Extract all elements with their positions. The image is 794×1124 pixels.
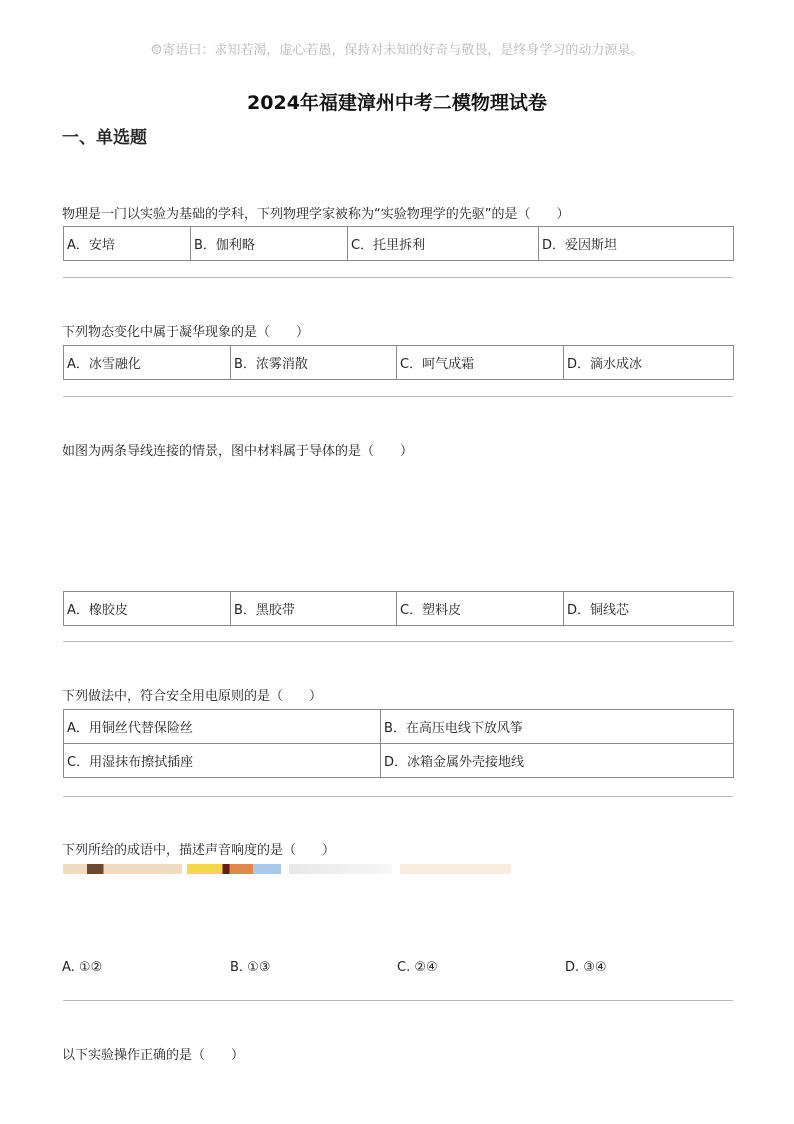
option-b[interactable]: B．黑胶带 [231,592,397,626]
option-c[interactable]: C. ②④ [397,960,438,975]
option-c[interactable]: C．塑料皮 [397,592,564,626]
option-a[interactable]: A．安培 [64,227,191,261]
idiom-image-4 [400,864,511,874]
option-b[interactable]: B．伽利略 [191,227,348,261]
option-a[interactable]: A．冰雪融化 [64,346,231,380]
option-d[interactable]: D．滴水成冰 [564,346,734,380]
option-a[interactable]: A．橡胶皮 [64,592,231,626]
option-a[interactable]: A．用铜丝代替保险丝 [64,710,381,744]
section-heading: 一、单选题 [62,128,147,148]
option-d[interactable]: D．冰箱金属外壳接地线 [381,744,734,778]
divider [63,641,733,642]
option-b[interactable]: B. ①③ [230,960,271,975]
question-5-stem: 下列所给的成语中，描述声音响度的是（ ） [62,843,336,858]
divider [63,277,733,278]
idiom-image-3 [289,864,392,874]
question-1-stem: 物理是一门以实验为基础的学科，下列物理学家被称为“实验物理学的先驱”的是（ ） [62,207,570,222]
question-4-stem: 下列做法中，符合安全用电原则的是（ ） [62,689,323,704]
option-c[interactable]: C．用湿抹布擦拭插座 [64,744,381,778]
option-a[interactable]: A. ①② [62,960,103,975]
option-c[interactable]: C．托里拆利 [348,227,539,261]
option-b[interactable]: B．浓雾消散 [231,346,397,380]
option-d[interactable]: D．铜线芯 [564,592,734,626]
idiom-image-2 [187,864,281,874]
idiom-image-1 [63,864,182,874]
question-6-stem: 以下实验操作正确的是（ ） [62,1048,245,1063]
question-4-options [63,709,734,778]
page-title: 2024年福建漳州中考二模物理试卷 [247,92,547,114]
divider [63,796,733,797]
option-b[interactable]: B．在高压电线下放风筝 [381,710,734,744]
question-1-options [63,226,734,261]
option-d[interactable]: D. ③④ [565,960,607,975]
question-3-stem: 如图为两条导线连接的情景，图中材料属于导体的是（ ） [62,444,414,459]
question-2-stem: 下列物态变化中属于凝华现象的是（ ） [62,325,310,340]
divider [63,1000,733,1001]
question-2-options [63,345,734,380]
option-c[interactable]: C．呵气成霜 [397,346,564,380]
divider [63,396,733,397]
motto-header: ☺寄语曰：求知若渴，虚心若愚，保持对未知的好奇与敬畏，是终身学习的动力源泉。 [150,43,644,58]
question-3-options [63,591,734,626]
option-d[interactable]: D．爱因斯坦 [539,227,734,261]
